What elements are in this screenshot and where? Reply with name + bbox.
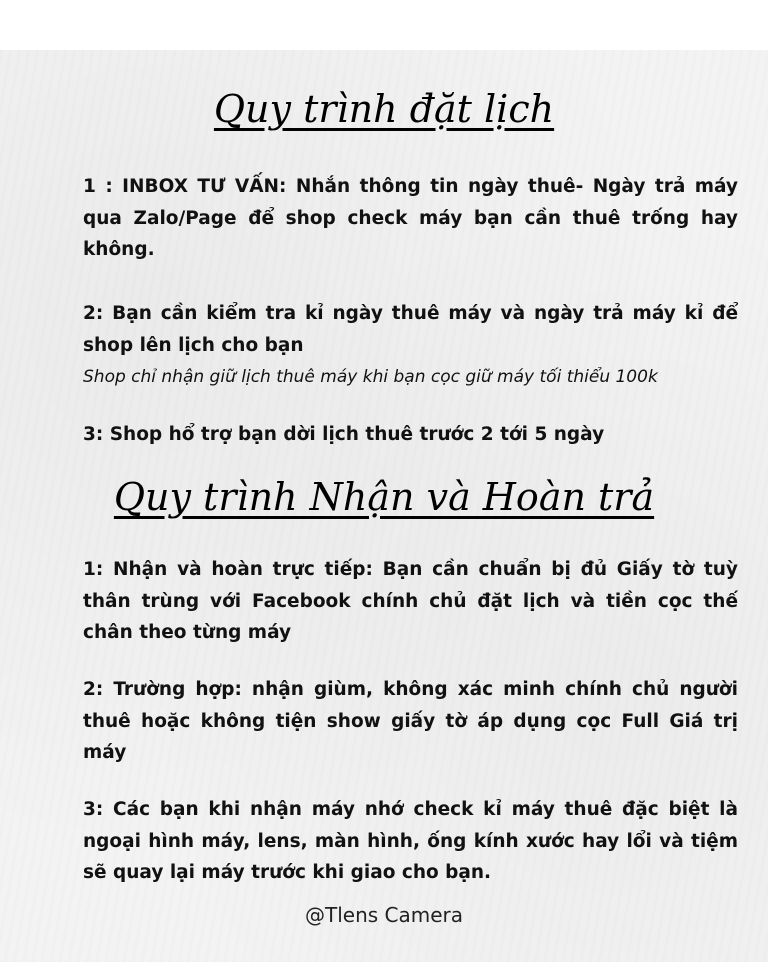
pickup-step-3: 3: Các bạn khi nhận máy nhớ check kỉ máy thuê đặc biệt là ngoại hình máy, lens, màn hình, ống kính xước hay lổi và tiệm sẽ quay lại máy trước khi giao cho bạn. [83, 799, 738, 883]
booking-step-2: 2: Bạn cần kiểm tra kỉ ngày thuê máy và ngày trả máy kỉ để shop lên lịch cho bạn [83, 303, 738, 356]
booking-process-title: Quy trình đặt lịch [213, 87, 555, 131]
booking-step-3: 3: Shop hổ trợ bạn dời lịch thuê trước 2 tới 5 ngày [83, 424, 605, 445]
deposit-note: Shop chỉ nhận giữ lịch thuê máy khi bạn cọc giữ máy tối thiểu 100k [83, 367, 658, 387]
booking-step-1: 1 : INBOX TƯ VẤN: Nhắn thông tin ngày thuê- Ngày trả máy qua Zalo/Page để shop check máy bạn cần thuê trống hay không. [83, 176, 738, 260]
pickup-step-2: 2: Trường hợp: nhận giùm, không xác minh chính chủ người thuê hoặc không tiện show giấy tờ áp dụng cọc Full Giá trị máy [83, 679, 738, 763]
pickup-return-title: Quy trình Nhận và Hoàn trả [113, 475, 655, 519]
footer-handle: @Tlens Camera [304, 903, 464, 927]
pickup-step-1: 1: Nhận và hoàn trực tiếp: Bạn cần chuẩn bị đủ Giấy tờ tuỳ thân trùng với Facebook chính chủ đặt lịch và tiền cọc thế chân theo từng máy [83, 559, 738, 643]
